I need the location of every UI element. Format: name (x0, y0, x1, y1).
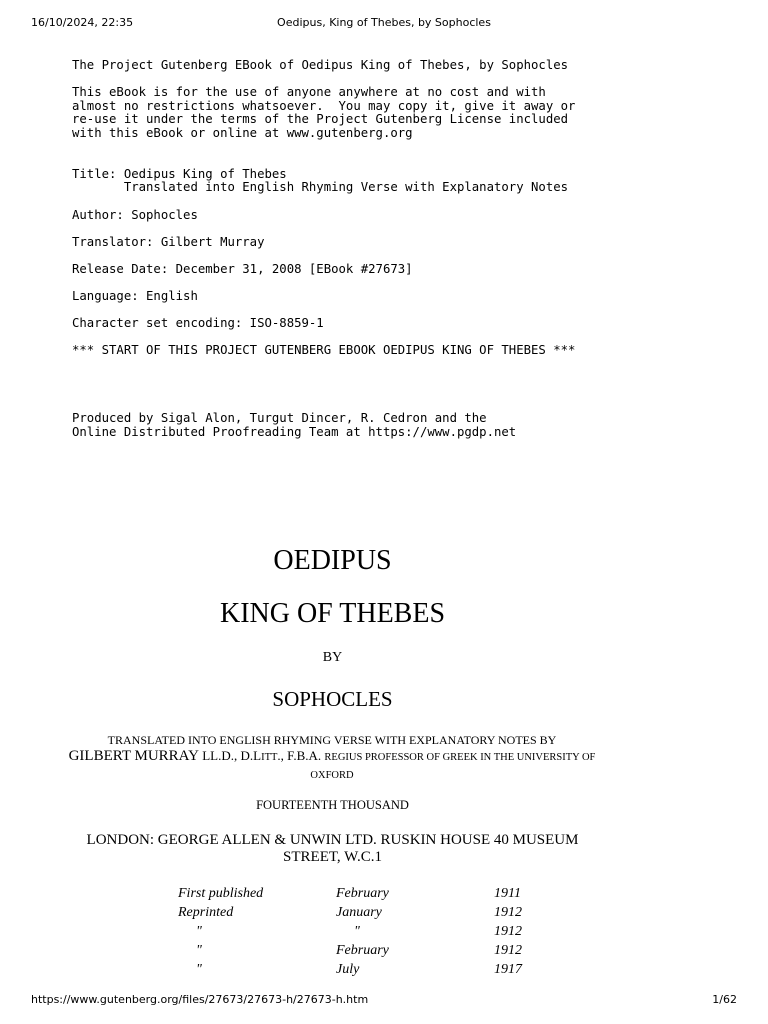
translated-note: TRANSLATED INTO ENGLISH RHYMING VERSE WITH EXPLANATORY NOTES BY (107, 733, 557, 747)
table-row (178, 884, 554, 903)
translator-credentials-b: ITT (261, 752, 278, 763)
pub-event: Reprinted (178, 904, 234, 920)
browser-print-header (31, 16, 737, 32)
pub-year: 1912 (494, 904, 522, 920)
table-row (178, 903, 554, 922)
pub-event: First published (178, 885, 264, 901)
pub-month: " (354, 923, 360, 939)
translator-position: REGIUS PROFESSOR OF GREEK IN THE UNIVERSITY OF OXFORD (310, 752, 596, 781)
pub-month: July (336, 962, 360, 978)
book-title-line1: OEDIPUS (273, 545, 392, 576)
translator-credentials-c: ., F.B.A. (277, 748, 325, 763)
print-page-indicator: 1/62 (712, 993, 737, 1006)
translation-credit (52, 732, 612, 784)
translator-name: GILBERT MURRAY (68, 748, 199, 764)
publisher-address: LONDON: GEORGE ALLEN & UNWIN LTD. RUSKIN HOUSE 40 MUSEUM STREET, W.C.1 (86, 832, 579, 865)
book-title-line2: KING OF THEBES (219, 598, 446, 629)
browser-print-footer (31, 993, 737, 1009)
author-name: SOPHOCLES (272, 687, 393, 711)
publication-history-table (178, 884, 554, 980)
pub-year: 1912 (494, 943, 522, 959)
pub-event: " (196, 962, 202, 978)
pub-month: February (336, 943, 389, 959)
pub-year: 1911 (494, 885, 521, 901)
pub-year: 1912 (494, 923, 522, 939)
pub-event: " (196, 923, 202, 939)
pub-event: " (196, 943, 202, 959)
pub-month: January (336, 904, 382, 920)
print-page-title: Oedipus, King of Thebes, by Sophocles (277, 16, 491, 29)
pub-year: 1917 (494, 962, 522, 978)
print-url: https://www.gutenberg.org/files/27673/27673-h/27673-h.htm (31, 993, 369, 1006)
table-row (178, 942, 554, 961)
table-row (178, 922, 554, 941)
translator-credentials-a: LL.D., D.L (198, 748, 262, 763)
table-row (178, 961, 554, 980)
gutenberg-header-text: The Project Gutenberg EBook of Oedipus King of Thebes, by Sophocles This eBook is for the use of anyone anywhere at no cost and with almost no restrictions whatsoever. You may copy it, give it away or re-use it under the terms of the Project Gutenberg License included with this eBook or online at www.gutenberg.org Title: Oedipus King of Thebes Translated into English Rhyming Verse with Explanatory Notes Author: Sophocles Translator: Gilbert Murray Release Date: December 31, 2008 [EBook #27673] Language: English Character set encoding: ISO-8859-1 *** START OF THIS PROJECT GUTENBERG EBOOK OEDIPUS KING OF THEBES *** Produced by Sigal Alon, Turgut Dincer, R. Cedron and the Online Distributed Proofreading Team at https://www.pgdp.net (72, 58, 576, 440)
pub-month: February (336, 885, 389, 901)
edition-note: FOURTEENTH THOUSAND (256, 798, 409, 812)
by-label: BY (322, 650, 343, 665)
print-datetime: 16/10/2024, 22:35 (31, 16, 134, 29)
